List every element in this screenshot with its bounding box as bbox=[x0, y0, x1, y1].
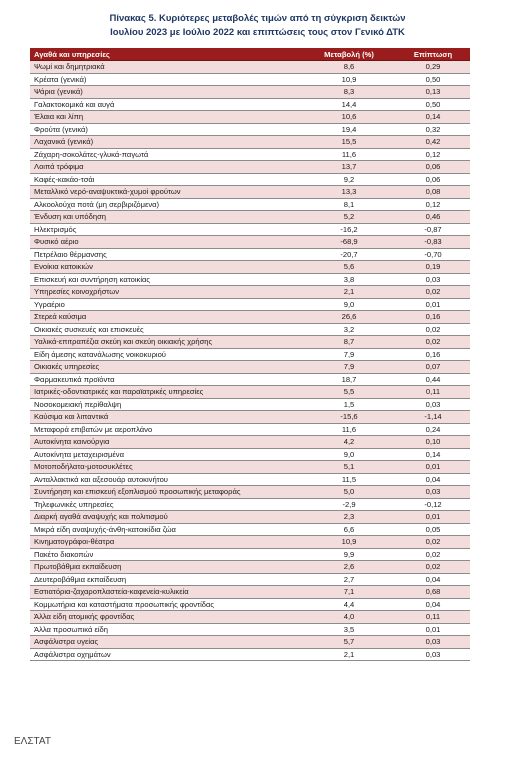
cell-item: Φαρμακευτικά προϊόντα bbox=[30, 373, 302, 386]
cell-change: 5,7 bbox=[302, 636, 396, 649]
cell-change: -15,6 bbox=[302, 411, 396, 424]
cell-item: Φρούτα (γενικά) bbox=[30, 123, 302, 136]
cell-item: Ιατρικές-οδοντιατρικές και παραϊατρικές υπηρεσίες bbox=[30, 386, 302, 399]
cell-impact: -0,83 bbox=[396, 236, 470, 249]
cell-item: Φυσικό αέριο bbox=[30, 236, 302, 249]
cell-item: Λαχανικά (γενικά) bbox=[30, 136, 302, 149]
cell-change: 2,3 bbox=[302, 511, 396, 524]
cell-impact: 0,42 bbox=[396, 136, 470, 149]
cell-item: Μικρά είδη αναψυχής-άνθη-κατοικίδια ζώα bbox=[30, 523, 302, 536]
cell-item: Αυτοκίνητα μεταχειρισμένα bbox=[30, 448, 302, 461]
cell-change: 10,9 bbox=[302, 73, 396, 86]
table-row bbox=[30, 111, 470, 124]
cell-impact: 0,06 bbox=[396, 173, 470, 186]
table-row bbox=[30, 436, 470, 449]
cell-impact: 0,01 bbox=[396, 623, 470, 636]
cell-change: 26,6 bbox=[302, 311, 396, 324]
cell-item: Καφές-κακάο-τσάι bbox=[30, 173, 302, 186]
cell-item: Ένδυση και υπόδηση bbox=[30, 211, 302, 224]
table-row bbox=[30, 536, 470, 549]
cell-change: 3,8 bbox=[302, 273, 396, 286]
cell-impact: 0,13 bbox=[396, 86, 470, 99]
cell-change: 2,1 bbox=[302, 286, 396, 299]
cell-item: Πρωτοβάθμια εκπαίδευση bbox=[30, 561, 302, 574]
cell-change: 13,7 bbox=[302, 161, 396, 174]
cell-item: Μοτοποδήλατα-μοτοσυκλέτες bbox=[30, 461, 302, 474]
table-row bbox=[30, 473, 470, 486]
table-row bbox=[30, 248, 470, 261]
table-row bbox=[30, 386, 470, 399]
cell-impact: -0,12 bbox=[396, 498, 470, 511]
cell-impact: 0,05 bbox=[396, 523, 470, 536]
cell-change: 10,6 bbox=[302, 111, 396, 124]
table-row bbox=[30, 286, 470, 299]
cell-item: Κομμωτήρια και καταστήματα προσωπικής φροντίδας bbox=[30, 598, 302, 611]
table-row bbox=[30, 523, 470, 536]
cell-impact: 0,02 bbox=[396, 336, 470, 349]
cell-change: -68,9 bbox=[302, 236, 396, 249]
cell-impact: -0,87 bbox=[396, 223, 470, 236]
cell-item: Επισκευή και συντήρηση κατοικίας bbox=[30, 273, 302, 286]
table-row bbox=[30, 598, 470, 611]
table-row bbox=[30, 98, 470, 111]
cell-impact: 0,14 bbox=[396, 111, 470, 124]
cell-change: -16,2 bbox=[302, 223, 396, 236]
table-row bbox=[30, 273, 470, 286]
table-title-line-2: Ιουλίου 2023 με Ιούλιο 2022 και επιπτώσεις τους στον Γενικό ΔΤΚ bbox=[110, 27, 405, 38]
cell-change: 19,4 bbox=[302, 123, 396, 136]
cell-impact: -1,14 bbox=[396, 411, 470, 424]
table-row bbox=[30, 361, 470, 374]
cell-impact: 0,10 bbox=[396, 436, 470, 449]
cell-item: Μεταλλικό νερό-αναψυκτικά-χυμοί φρούτων bbox=[30, 186, 302, 199]
table-row bbox=[30, 548, 470, 561]
cell-impact: 0,50 bbox=[396, 98, 470, 111]
cell-impact: 0,03 bbox=[396, 398, 470, 411]
cell-change: 1,5 bbox=[302, 398, 396, 411]
cell-item: Ανταλλακτικά και αξεσουάρ αυτοκινήτου bbox=[30, 473, 302, 486]
table-row bbox=[30, 148, 470, 161]
cell-impact: 0,04 bbox=[396, 473, 470, 486]
table-row bbox=[30, 486, 470, 499]
table-row bbox=[30, 398, 470, 411]
cell-item: Κινηματογράφοι-θέατρα bbox=[30, 536, 302, 549]
cell-item: Διαρκή αγαθά αναψυχής και πολιτισμού bbox=[30, 511, 302, 524]
cell-impact: 0,02 bbox=[396, 536, 470, 549]
cell-change: 13,3 bbox=[302, 186, 396, 199]
cell-item: Άλλα είδη ατομικής φροντίδας bbox=[30, 611, 302, 624]
cell-impact: 0,03 bbox=[396, 273, 470, 286]
cell-impact: 0,68 bbox=[396, 586, 470, 599]
cell-change: 4,2 bbox=[302, 436, 396, 449]
cell-item: Ηλεκτρισμός bbox=[30, 223, 302, 236]
table-row bbox=[30, 173, 470, 186]
table-row bbox=[30, 648, 470, 661]
cell-item: Γαλακτοκομικά και αυγά bbox=[30, 98, 302, 111]
cell-impact: 0,19 bbox=[396, 261, 470, 274]
cell-change: 5,1 bbox=[302, 461, 396, 474]
cell-change: 8,7 bbox=[302, 336, 396, 349]
table-row bbox=[30, 198, 470, 211]
cell-change: 9,9 bbox=[302, 548, 396, 561]
cell-impact: 0,06 bbox=[396, 161, 470, 174]
table-row bbox=[30, 623, 470, 636]
header-goods-services: Αγαθά και υπηρεσίες bbox=[30, 48, 302, 61]
cell-impact: 0,01 bbox=[396, 461, 470, 474]
cell-impact: -0,70 bbox=[396, 248, 470, 261]
cell-change: 4,4 bbox=[302, 598, 396, 611]
table-row bbox=[30, 61, 470, 74]
cell-change: 5,5 bbox=[302, 386, 396, 399]
cell-item: Ζάχαρη-σοκολάτες-γλυκά-παγωτά bbox=[30, 148, 302, 161]
cell-change: 6,6 bbox=[302, 523, 396, 536]
cell-impact: 0,07 bbox=[396, 361, 470, 374]
cell-change: 9,0 bbox=[302, 448, 396, 461]
cell-change: 5,6 bbox=[302, 261, 396, 274]
table-row bbox=[30, 348, 470, 361]
table-row bbox=[30, 373, 470, 386]
table-row bbox=[30, 123, 470, 136]
cell-change: 2,1 bbox=[302, 648, 396, 661]
cell-change: 2,6 bbox=[302, 561, 396, 574]
table-row bbox=[30, 86, 470, 99]
cell-change: 9,2 bbox=[302, 173, 396, 186]
cell-item: Νοσοκομειακή περίθαλψη bbox=[30, 398, 302, 411]
cell-impact: 0,44 bbox=[396, 373, 470, 386]
cell-item: Εστιατόρια-ζαχαροπλαστεία-καφενεία-κυλικεία bbox=[30, 586, 302, 599]
cell-impact: 0,12 bbox=[396, 148, 470, 161]
cell-impact: 0,14 bbox=[396, 448, 470, 461]
cell-item: Έλαια και λίπη bbox=[30, 111, 302, 124]
table-row bbox=[30, 511, 470, 524]
cell-change: 5,0 bbox=[302, 486, 396, 499]
cell-change: 4,0 bbox=[302, 611, 396, 624]
cell-item: Αυτοκίνητα καινούργια bbox=[30, 436, 302, 449]
cell-change: 11,6 bbox=[302, 148, 396, 161]
cell-item: Τηλεφωνικές υπηρεσίες bbox=[30, 498, 302, 511]
cell-item: Οικιακές συσκευές και επισκευές bbox=[30, 323, 302, 336]
cell-impact: 0,29 bbox=[396, 61, 470, 74]
table-row bbox=[30, 336, 470, 349]
table-row bbox=[30, 298, 470, 311]
table-row bbox=[30, 73, 470, 86]
header-change-percent: Μεταβολή (%) bbox=[302, 48, 396, 61]
table-row bbox=[30, 561, 470, 574]
cell-change: 9,0 bbox=[302, 298, 396, 311]
cell-item: Πετρέλαιο θέρμανσης bbox=[30, 248, 302, 261]
cell-change: 18,7 bbox=[302, 373, 396, 386]
cell-impact: 0,50 bbox=[396, 73, 470, 86]
cell-item: Υπηρεσίες κοινοχρήστων bbox=[30, 286, 302, 299]
cell-change: 3,2 bbox=[302, 323, 396, 336]
table-row bbox=[30, 261, 470, 274]
cell-change: 8,6 bbox=[302, 61, 396, 74]
cell-item: Ενοίκια κατοικιών bbox=[30, 261, 302, 274]
cell-change: 10,9 bbox=[302, 536, 396, 549]
table-row bbox=[30, 236, 470, 249]
cell-impact: 0,12 bbox=[396, 198, 470, 211]
cell-item: Ψάρια (γενικά) bbox=[30, 86, 302, 99]
cell-item: Δευτεροβάθμια εκπαίδευση bbox=[30, 573, 302, 586]
table-row bbox=[30, 311, 470, 324]
cell-item: Κρέατα (γενικά) bbox=[30, 73, 302, 86]
cell-item: Στερεά καύσιμα bbox=[30, 311, 302, 324]
cell-change: 3,5 bbox=[302, 623, 396, 636]
cell-item: Καύσιμα και λιπαντικά bbox=[30, 411, 302, 424]
price-changes-table bbox=[30, 48, 470, 661]
table-row bbox=[30, 411, 470, 424]
cell-item: Υαλικά-επιτραπέζια σκεύη και σκεύη οικιακής χρήσης bbox=[30, 336, 302, 349]
cell-change: 11,5 bbox=[302, 473, 396, 486]
cell-item: Υγραέριο bbox=[30, 298, 302, 311]
table-row bbox=[30, 161, 470, 174]
table-row bbox=[30, 498, 470, 511]
cell-impact: 0,03 bbox=[396, 648, 470, 661]
table-row bbox=[30, 448, 470, 461]
cell-change: 5,2 bbox=[302, 211, 396, 224]
table-row bbox=[30, 223, 470, 236]
cell-item: Είδη άμεσης κατανάλωσης νοικοκυριού bbox=[30, 348, 302, 361]
cell-impact: 0,32 bbox=[396, 123, 470, 136]
table-row bbox=[30, 186, 470, 199]
cell-change: 8,1 bbox=[302, 198, 396, 211]
cell-item: Συντήρηση και επισκευή εξοπλισμού προσωπικής μεταφοράς bbox=[30, 486, 302, 499]
cell-change: 15,5 bbox=[302, 136, 396, 149]
source-label: ΕΛΣΤΑΤ bbox=[14, 736, 51, 747]
table-header-row bbox=[30, 48, 470, 61]
table-row bbox=[30, 136, 470, 149]
cell-item: Μεταφορά επιβατών με αεροπλάνο bbox=[30, 423, 302, 436]
cell-impact: 0,03 bbox=[396, 486, 470, 499]
cell-item: Άλλα προσωπικά είδη bbox=[30, 623, 302, 636]
table-title bbox=[0, 12, 515, 40]
cell-impact: 0,08 bbox=[396, 186, 470, 199]
table-title-line-1: Πίνακας 5. Κυριότερες μεταβολές τιμών από τη σύγκριση δεικτών bbox=[109, 13, 406, 24]
cell-change: 2,7 bbox=[302, 573, 396, 586]
cell-impact: 0,46 bbox=[396, 211, 470, 224]
table-row bbox=[30, 323, 470, 336]
cell-impact: 0,02 bbox=[396, 323, 470, 336]
table-row bbox=[30, 636, 470, 649]
header-impact: Επίπτωση bbox=[396, 48, 470, 61]
cell-item: Ασφάλιστρα οχημάτων bbox=[30, 648, 302, 661]
cell-impact: 0,01 bbox=[396, 298, 470, 311]
cell-item: Πακέτο διακοπών bbox=[30, 548, 302, 561]
cell-item: Λοιπά τρόφιμα bbox=[30, 161, 302, 174]
cell-change: -20,7 bbox=[302, 248, 396, 261]
cell-impact: 0,11 bbox=[396, 386, 470, 399]
cell-change: -2,9 bbox=[302, 498, 396, 511]
cell-impact: 0,04 bbox=[396, 573, 470, 586]
cell-item: Ψωμί και δημητριακά bbox=[30, 61, 302, 74]
cell-impact: 0,02 bbox=[396, 548, 470, 561]
cell-impact: 0,24 bbox=[396, 423, 470, 436]
cell-impact: 0,01 bbox=[396, 511, 470, 524]
cell-change: 14,4 bbox=[302, 98, 396, 111]
table-row bbox=[30, 586, 470, 599]
cell-change: 7,9 bbox=[302, 361, 396, 374]
table-row bbox=[30, 611, 470, 624]
cell-impact: 0,02 bbox=[396, 286, 470, 299]
cell-change: 8,3 bbox=[302, 86, 396, 99]
table-row bbox=[30, 573, 470, 586]
cell-item: Ασφάλιστρα υγείας bbox=[30, 636, 302, 649]
table-row bbox=[30, 211, 470, 224]
cell-impact: 0,11 bbox=[396, 611, 470, 624]
table-row bbox=[30, 461, 470, 474]
cell-impact: 0,16 bbox=[396, 348, 470, 361]
table-body bbox=[30, 61, 470, 661]
cell-impact: 0,02 bbox=[396, 561, 470, 574]
cell-item: Αλκοολούχα ποτά (μη σερβιριζόμενα) bbox=[30, 198, 302, 211]
cell-change: 7,1 bbox=[302, 586, 396, 599]
cell-item: Οικιακές υπηρεσίες bbox=[30, 361, 302, 374]
cell-change: 11,6 bbox=[302, 423, 396, 436]
table-row bbox=[30, 423, 470, 436]
cell-impact: 0,04 bbox=[396, 598, 470, 611]
cell-impact: 0,03 bbox=[396, 636, 470, 649]
cell-change: 7,9 bbox=[302, 348, 396, 361]
cell-impact: 0,16 bbox=[396, 311, 470, 324]
